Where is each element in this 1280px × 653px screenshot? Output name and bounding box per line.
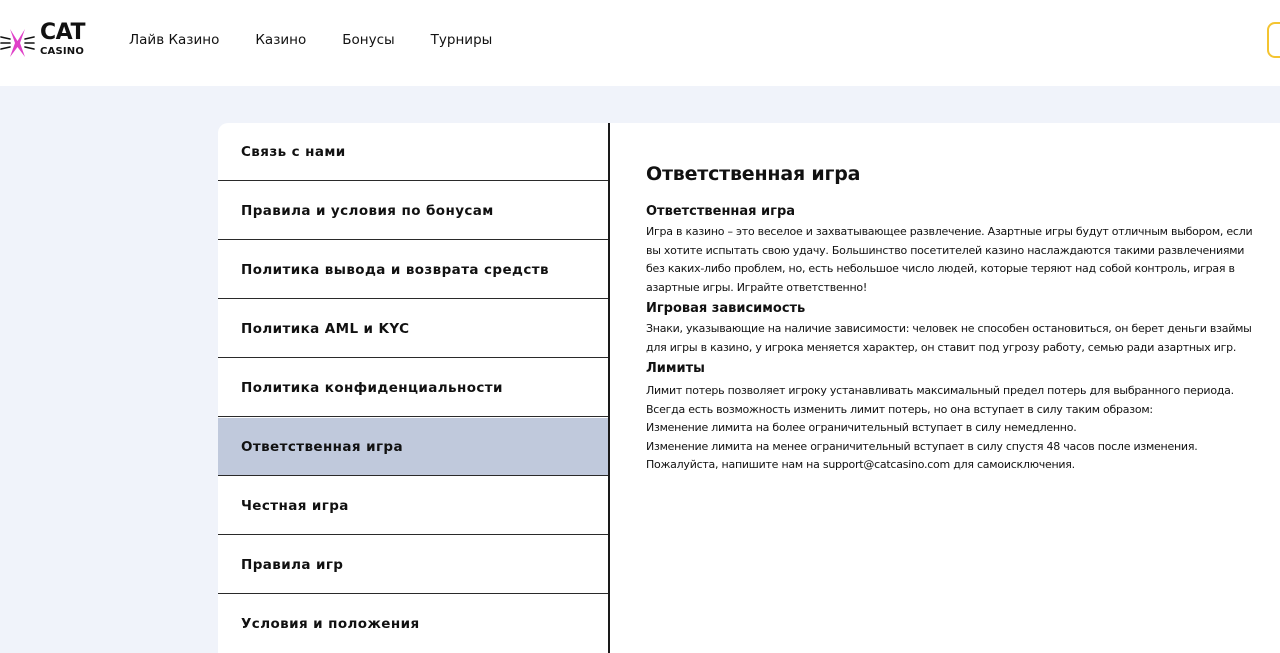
sidebar-item-label: Правила игр [241,557,344,573]
sidebar-item-terms-conditions[interactable] [218,595,608,653]
header-action-button[interactable] [1267,22,1280,58]
sidebar-item-label: Ответственная игра [241,439,403,455]
sidebar-item-game-rules[interactable] [218,536,608,594]
sidebar-item-label: Связь с нами [241,144,346,160]
sidebar-item-label: Политика AML и KYC [241,321,410,337]
logo-title: CAT [40,20,85,45]
nav-bonuses[interactable]: Бонусы [342,32,395,48]
main-nav [129,31,528,49]
paragraph-line: Пожалуйста, напишите нам на support@catcasino.com для самоисключения. [646,458,1075,471]
page-title: Ответственная игра [646,163,861,185]
sidebar-item-fair-play[interactable] [218,477,608,535]
cat-logo-icon [0,26,36,60]
nav-casino[interactable]: Казино [255,32,307,48]
paragraph-line: для игры в казино, у игрока меняется характер, он ставит под угрозу работу, семью ради азартных игр. [646,340,1237,354]
paragraph-line: без каких-либо проблем, но, есть небольшое число людей, которые теряют над собой контроль, играя в [646,262,1235,275]
paragraph-line: Игра в казино – это веселое и захватывающее развлечение. Азартные игры будут отличным выбором, если [646,225,1253,238]
paragraph-line: Изменение лимита на более ограничительный вступает в силу немедленно. [646,421,1077,434]
cat-casino-logo[interactable] [0,20,92,60]
sidebar-item-label: Честная игра [241,498,349,514]
article [646,161,1272,475]
paragraph-line: Лимит потерь позволяет игроку устанавливать максимальный предел потерь для выбранного периода. [646,384,1234,397]
sidebar-item-bonus-terms[interactable] [218,182,608,240]
sidebar-item-label: Политика вывода и возврата средств [241,262,549,278]
sidebar-item-privacy-policy[interactable] [218,359,608,417]
paragraph-line: вы хотите испытать свою удачу. Большинство посетителей казино наслаждаются такими развлечениями [646,243,1245,257]
section-heading: Ответственная игра [646,204,796,219]
site-header [0,0,1280,86]
sidebar-item-contact[interactable] [218,123,608,181]
section-heading: Лимиты [646,361,705,376]
paragraph-line: Знаки, указывающие на наличие зависимости: человек не способен остановиться, он берет деньги взаймы [646,322,1252,335]
nav-live-casino[interactable]: Лайв Казино [129,32,220,48]
section-paragraph [646,223,1272,297]
logo-subtitle: CASINO [40,46,85,57]
nav-tournaments[interactable]: Турниры [430,32,493,48]
paragraph-line: азартные игры. Играйте ответственно! [646,280,868,294]
section-paragraph [646,320,1272,357]
paragraph-line: Всегда есть возможность изменить лимит потерь, но она вступает в силу таким образом: [646,402,1153,416]
sidebar-item-aml-kyc[interactable] [218,300,608,358]
sidebar-item-responsible-gaming[interactable] [218,418,608,476]
sidebar-item-withdrawal-policy[interactable] [218,241,608,299]
sidebar-item-label: Условия и положения [241,616,420,632]
paragraph-line: Изменение лимита на менее ограничительный вступает в силу спустя 48 часов после изменения. [646,439,1198,453]
sidebar-item-label: Политика конфиденциальности [241,380,503,396]
section-paragraph [646,382,1272,475]
info-sidebar [218,123,610,653]
content-panel [610,123,1280,653]
section-heading: Игровая зависимость [646,301,806,316]
sidebar-item-label: Правила и условия по бонусам [241,203,494,219]
